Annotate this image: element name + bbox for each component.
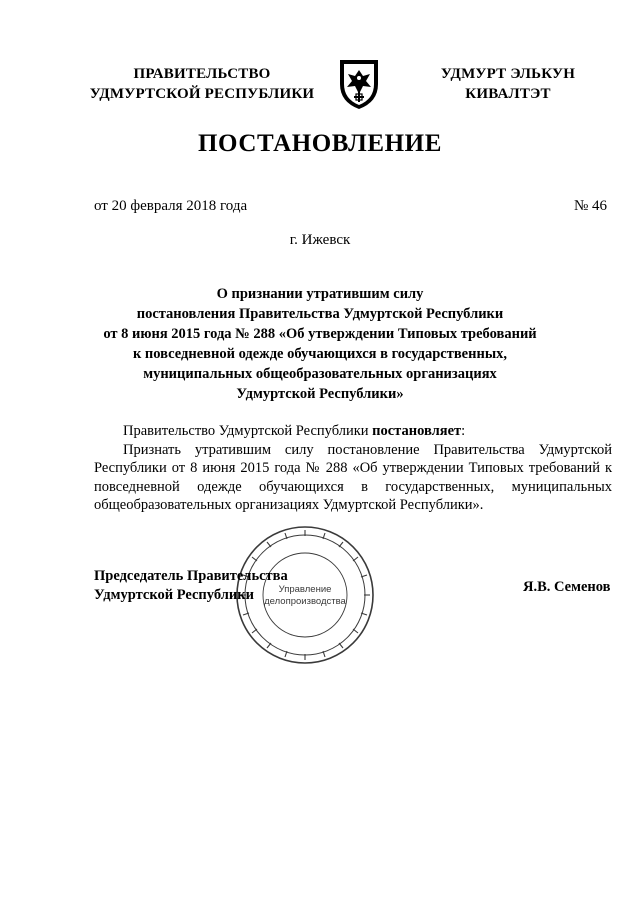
header-right — [430, 64, 586, 104]
title-line-5: муниципальных общеобразовательных организациях — [143, 366, 497, 382]
title-line-4: к повседневной одежде обучающихся в государственных, — [132, 346, 508, 362]
title-line-2: постановления Правительства Удмуртской Республики — [136, 306, 504, 322]
document-date: от 20 февраля 2018 года — [94, 198, 248, 214]
stamp-text-line-2: делопроизводства — [264, 596, 346, 607]
document-number: № 46 — [574, 198, 608, 214]
coat-of-arms-icon — [330, 54, 388, 112]
document-city: г. Ижевск — [289, 232, 351, 248]
intro-paragraph — [94, 422, 612, 441]
intro-suffix: : — [461, 423, 466, 439]
signatory-position-line-1: Председатель Правительства — [94, 568, 288, 584]
signatory-position — [94, 567, 288, 605]
header-left-line-2: УДМУРТСКОЙ РЕСПУБЛИКИ — [89, 86, 315, 102]
header-right-line-1: УДМУРТ ЭЛЬКУН — [440, 66, 576, 82]
header-right-line-2: КИВАЛТЭТ — [465, 86, 551, 102]
decision-paragraph: Признать утратившим силу постановление Правительства Удмуртской Республики от 8 июня 2015 года № 288 «Об утверждении Типовых требований к повседневной одежде обучающихся в государственных, муниципальных общеобразовательных организациях Удмуртской Республики». — [94, 441, 612, 513]
signatory-name: Я.В. Семенов — [523, 579, 611, 595]
title-line-3: от 8 июня 2015 года № 288 «Об утверждении Типовых требований — [103, 326, 537, 342]
intro-prefix: Правительство Удмуртской Республики — [123, 423, 373, 439]
stamp-text-line-1: Управление — [278, 584, 332, 595]
intro-verb: постановляет — [372, 423, 462, 439]
header-left — [88, 64, 316, 104]
signatory-position-line-2: Удмуртской Республики — [94, 587, 254, 603]
title-line-1: О признании утратившим силу — [216, 286, 424, 302]
document-title — [100, 284, 540, 404]
title-line-6: Удмуртской Республики» — [236, 386, 404, 402]
header-left-line-1: ПРАВИТЕЛЬСТВО — [133, 66, 271, 82]
document-type-heading: ПОСТАНОВЛЕНИЕ — [197, 130, 443, 157]
document-body — [94, 422, 612, 515]
